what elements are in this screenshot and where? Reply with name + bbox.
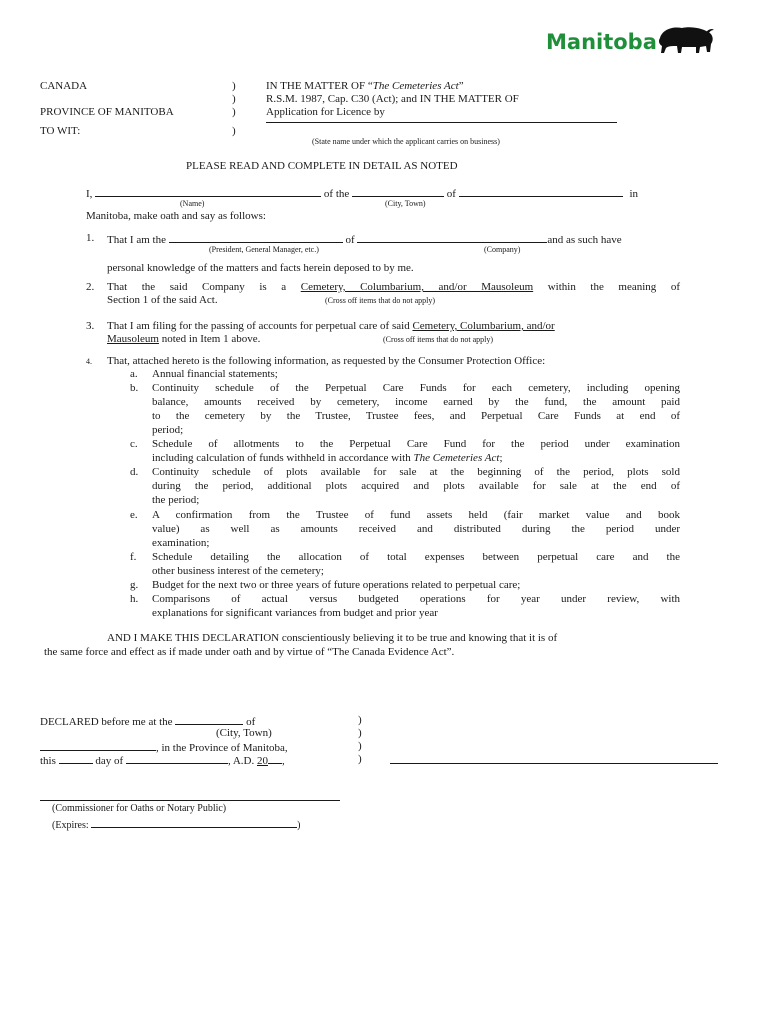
expires-field[interactable] <box>91 817 297 828</box>
year-suffix-field[interactable] <box>268 753 282 764</box>
declaration-line: AND I MAKE THIS DECLARATION conscientiously believing it to be true and knowing that it is of <box>107 632 558 644</box>
manitoba-logo <box>546 30 657 54</box>
declared-line-3: , in the Province of Manitoba, <box>40 740 288 754</box>
subitem-letter: f. <box>130 551 137 563</box>
act-name: The Cemeteries Act <box>413 452 500 464</box>
logo-text: Manitoba <box>546 30 657 54</box>
instruction-heading: PLEASE READ AND COMPLETE IN DETAIL AS NOTED <box>186 160 458 172</box>
day-field[interactable] <box>59 753 93 764</box>
declared-date-line: this day of , A.D. 20 , <box>40 755 285 767</box>
subitem-b-line: to the cemetery by the Trustee, Trustee fees, and Perpetual Care Funds at end of <box>152 410 680 422</box>
commissioner-caption: (Commissioner for Oaths or Notary Public) <box>52 803 227 814</box>
item-number: 1. <box>86 232 95 244</box>
item-number: 4. <box>86 357 92 366</box>
subitem-a: Annual financial statements; <box>152 368 278 380</box>
subitem-c-line: Schedule of allotments to the Perpetual Care Fund for the period under examination <box>152 438 680 450</box>
subitem-b-line: period; <box>152 424 184 436</box>
declared-paren: ) <box>358 753 362 765</box>
item-1-cont: personal knowledge of the matters and facts herein deposed to by me. <box>107 262 414 274</box>
company-field[interactable] <box>357 232 547 243</box>
state-name-caption: (State name under which the applicant carries on business) <box>312 137 500 146</box>
declared-paren: ) <box>358 727 362 739</box>
cross-off-caption: (Cross off items that do not apply) <box>383 335 494 344</box>
item-4: That, attached hereto is the following information, as requested by the Consumer Protection Office: <box>107 355 546 367</box>
bison-icon <box>656 24 716 56</box>
subitem-e-line: A confirmation from the Trustee of fund assets held (fair market value and book <box>152 509 680 521</box>
city-caption: (City, Town) <box>385 199 426 208</box>
subitem-f-line: Schedule detailing the allocation of total expenses between perpetual care and the <box>152 551 680 563</box>
subitem-h-line: explanations for significant variances from budget and prior year <box>152 607 438 619</box>
subitem-e-line: examination; <box>152 537 210 549</box>
subitem-b-line: balance, amounts received by cemetery, income earned by the fund, the amount paid <box>152 396 680 408</box>
name-caption: (Name) <box>180 199 205 208</box>
subitem-letter: e. <box>130 509 138 521</box>
item-3: That I am filing for the passing of accounts for perpetual care of said Cemetery, Columbarium, and/or <box>107 320 555 332</box>
subitem-d-line: Continuity schedule of plots available for sale at the beginning of the period, plots sold <box>152 466 680 478</box>
declarant-signature-field[interactable] <box>390 763 718 764</box>
subitem-letter: d. <box>130 466 139 478</box>
subitem-f-line: other business interest of the cemetery; <box>152 565 324 577</box>
rsm-line: R.S.M. 1987, Cap. C30 (Act); and IN THE MATTER OF <box>266 93 519 105</box>
title-field[interactable] <box>169 232 343 243</box>
item-2-line2: Section 1 of the said Act. <box>107 294 218 306</box>
header-paren: ) <box>232 106 236 118</box>
subitem-c-line: including calculation of funds withheld in accordance with The Cemeteries Act; <box>152 452 503 464</box>
header-paren: ) <box>232 125 236 137</box>
business-name-field[interactable] <box>266 122 617 123</box>
act-name: The Cemeteries Act <box>372 80 459 92</box>
subitem-h-line: Comparisons of actual versus budgeted operations for year under review, with <box>152 593 680 605</box>
item-number: 3. <box>86 320 95 332</box>
subitem-d-line: during the period, additional plots acquired and plots available for sale at the end of <box>152 480 680 492</box>
subitem-letter: g. <box>130 579 139 591</box>
province-field[interactable] <box>459 186 623 197</box>
header-canada: CANADA <box>40 80 88 92</box>
month-field[interactable] <box>126 753 228 764</box>
item-1: That I am the of and as such have <box>107 234 622 246</box>
header-paren: ) <box>232 93 236 105</box>
declaration-line: the same force and effect as if made under oath and by virtue of “The Canada Evidence Act”. <box>44 646 455 658</box>
declared-city-field[interactable] <box>175 714 243 725</box>
declared-paren: ) <box>358 740 362 752</box>
manitoba-oath: Manitoba, make oath and say as follows: <box>86 210 266 222</box>
header-to-wit: TO WIT: <box>40 125 81 137</box>
subitem-letter: a. <box>130 368 138 380</box>
declared-location-field[interactable] <box>40 740 156 751</box>
commissioner-signature-field[interactable] <box>40 800 340 801</box>
expires-line: (Expires: ) <box>52 817 301 831</box>
title-caption: (President, General Manager, etc.) <box>209 245 319 254</box>
facility-type-choice[interactable]: Cemetery, Columbarium, and/or <box>412 320 555 332</box>
subitem-letter: b. <box>130 382 139 394</box>
declared-city-caption: (City, Town) <box>216 727 272 739</box>
item-2: That the said Company is a Cemetery, Columbarium, and/or Mausoleum within the meaning of <box>107 281 681 293</box>
subitem-letter: h. <box>130 593 139 605</box>
subitem-b-line: Continuity schedule of the Perpetual Care Funds for each cemetery, including opening <box>152 382 680 394</box>
item-3-line2: Mausoleum noted in Item 1 above. <box>107 333 261 345</box>
header-paren: ) <box>232 80 236 92</box>
application-line: Application for Licence by <box>266 106 385 118</box>
header-province: PROVINCE OF MANITOBA <box>40 106 174 118</box>
subitem-letter: c. <box>130 438 138 450</box>
company-caption: (Company) <box>484 245 521 254</box>
city-field[interactable] <box>352 186 444 197</box>
item-number: 2. <box>86 281 95 293</box>
cross-off-caption: (Cross off items that do not apply) <box>325 296 436 305</box>
subitem-g-line: Budget for the next two or three years of future operations related to perpetual care; <box>152 579 521 591</box>
subitem-e-line: value) as well as amounts received and distributed during the period under <box>152 523 680 535</box>
name-field[interactable] <box>95 186 321 197</box>
facility-type-choice[interactable]: Mausoleum <box>107 333 159 345</box>
matter-line: IN THE MATTER OF “The Cemeteries Act” <box>266 80 464 92</box>
declared-paren: ) <box>358 714 362 726</box>
oath-line: I, of the of in <box>86 188 639 200</box>
year-field[interactable]: 20 <box>256 755 268 767</box>
subitem-d-line: the period; <box>152 494 200 506</box>
declared-line-1: DECLARED before me at the of <box>40 716 256 728</box>
facility-type-choice[interactable]: Cemetery, Columbarium, and/or Mausoleum <box>300 281 534 293</box>
